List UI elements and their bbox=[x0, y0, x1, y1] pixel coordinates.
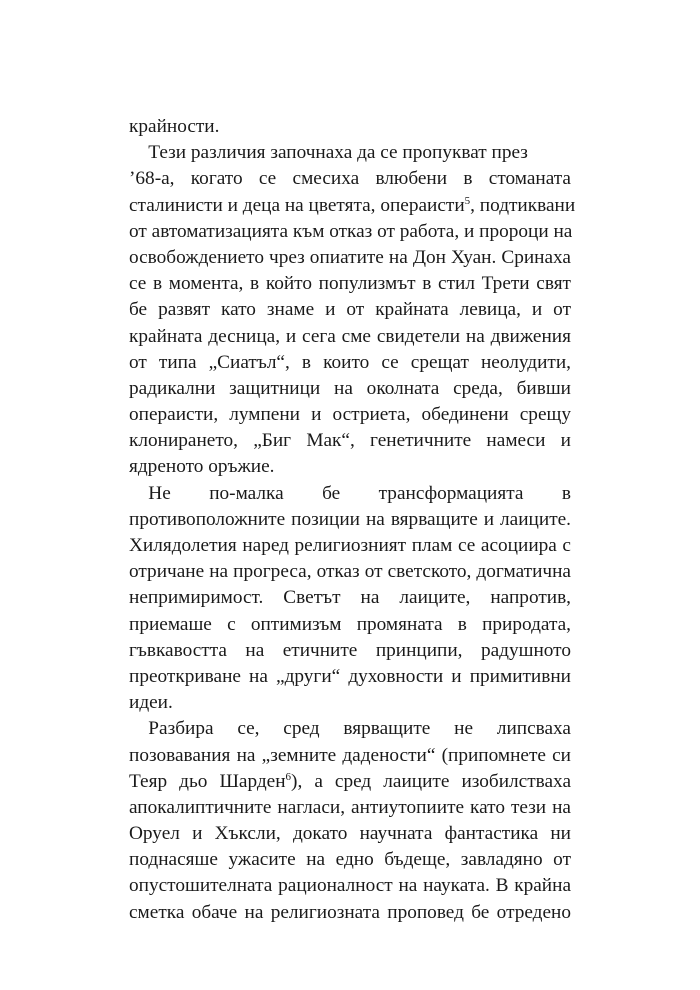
text-line-content: ’68-а, когато се смесиха влюбени в стоманата bbox=[129, 168, 571, 190]
text-line bbox=[129, 114, 571, 140]
text-line bbox=[129, 690, 571, 716]
text-line-content: клонирането, „Биг Мак“, генетичните намеси и bbox=[129, 430, 571, 452]
text-line bbox=[129, 219, 571, 245]
text-line bbox=[129, 297, 571, 323]
text-line bbox=[129, 140, 571, 166]
text-line-content: Разбира се, сред вярващите не липсваха bbox=[148, 718, 571, 740]
text-line-tail: ), а сред лаиците изобилстваха bbox=[291, 770, 571, 792]
text-line-content: крайната десница, и сега сме свидетели на движения bbox=[129, 325, 571, 347]
text-line bbox=[129, 847, 571, 873]
text-line bbox=[129, 585, 571, 611]
text-line-tail: , подтиквани bbox=[470, 194, 576, 216]
text-line bbox=[129, 376, 571, 402]
text-line-content: непримиримост. Светът на лаиците, напротив, bbox=[129, 587, 571, 609]
text-line-content: гъвкавостта на етичните принципи, радушното bbox=[129, 639, 571, 661]
text-line-content: отричане на прогреса, отказ от светското, догматична bbox=[129, 561, 571, 583]
text-line-content: от автоматизацията към отказ от работа, и пророци на bbox=[129, 220, 573, 242]
text-line bbox=[129, 324, 571, 350]
text-line-content: се в момента, в който популизмът в стил Трети свят bbox=[129, 273, 571, 295]
text-line bbox=[129, 193, 576, 219]
text-line bbox=[129, 454, 571, 480]
text-line-content: сметка обаче на религиозната проповед бе отредено bbox=[129, 901, 571, 923]
text-line bbox=[129, 873, 571, 899]
text-line bbox=[129, 245, 571, 271]
text-line-content: Тези различия започнаха да се пропукват през bbox=[148, 142, 528, 164]
text-line-content: Хилядолетия наред религиозният плам се асоциира с bbox=[129, 535, 571, 556]
text-line-content: Теяр дьо Шарден bbox=[129, 770, 286, 792]
text-line-content: Оруел и Хъксли, докато научната фантастика ни bbox=[129, 823, 571, 845]
text-line-content: позовавания на „земните дадености“ (припомнете си bbox=[129, 744, 571, 766]
text-line-content: от типа „Сиатъл“, в които се срещат неолудити, bbox=[129, 351, 571, 373]
text-line-content: радикални защитници на околната среда, бивши bbox=[129, 377, 571, 399]
text-line bbox=[129, 428, 571, 454]
text-line bbox=[129, 533, 571, 559]
text-line bbox=[129, 769, 571, 795]
footnote-marker: 5 bbox=[464, 194, 471, 207]
text-line-content: преоткриване на „други“ духовности и примитивни bbox=[129, 665, 571, 687]
text-line-content: операисти, лумпени и остриета, обединени срещу bbox=[129, 404, 571, 426]
text-line bbox=[129, 716, 571, 742]
text-line bbox=[129, 795, 571, 821]
text-line-content: противоположните позиции на вярващите и лаиците. bbox=[129, 508, 571, 530]
text-line bbox=[129, 821, 571, 847]
text-line bbox=[129, 743, 571, 769]
text-line bbox=[129, 507, 571, 533]
text-line-content: апокалиптичните нагласи, антиутопиите като тези на bbox=[129, 796, 571, 818]
footnote-marker: 6 bbox=[285, 770, 292, 783]
text-line-content: освобождението чрез опиатите на Дон Хуан. Сринаха bbox=[129, 246, 571, 268]
text-line-content: поднасяше ужасите на едно бъдеще, завладяно от bbox=[129, 849, 571, 871]
text-line-content: крайности. bbox=[129, 116, 220, 137]
text-line bbox=[129, 402, 571, 428]
text-line-content: приемаше с оптимизъм промяната в природата, bbox=[129, 613, 571, 635]
text-line bbox=[129, 271, 571, 297]
text-line bbox=[129, 900, 571, 926]
text-line bbox=[129, 664, 571, 690]
text-line bbox=[129, 638, 571, 664]
text-line bbox=[129, 166, 571, 192]
text-line-content: Не по-малка бе трансформацията в bbox=[148, 482, 571, 504]
text-line bbox=[129, 350, 571, 376]
text-line-content: ядреното оръжие. bbox=[129, 456, 275, 478]
body-text bbox=[129, 114, 576, 926]
text-line-content: идеи. bbox=[129, 692, 173, 714]
text-line-content: опустошителната рационалност на науката. В крайна bbox=[129, 875, 571, 897]
text-line-content: сталинисти и деца на цветята, операисти bbox=[129, 194, 465, 216]
text-line bbox=[129, 612, 571, 638]
text-line bbox=[129, 481, 571, 507]
text-line bbox=[129, 559, 571, 585]
text-line-content: бе развят като знаме и от крайната левица, и от bbox=[129, 299, 571, 321]
